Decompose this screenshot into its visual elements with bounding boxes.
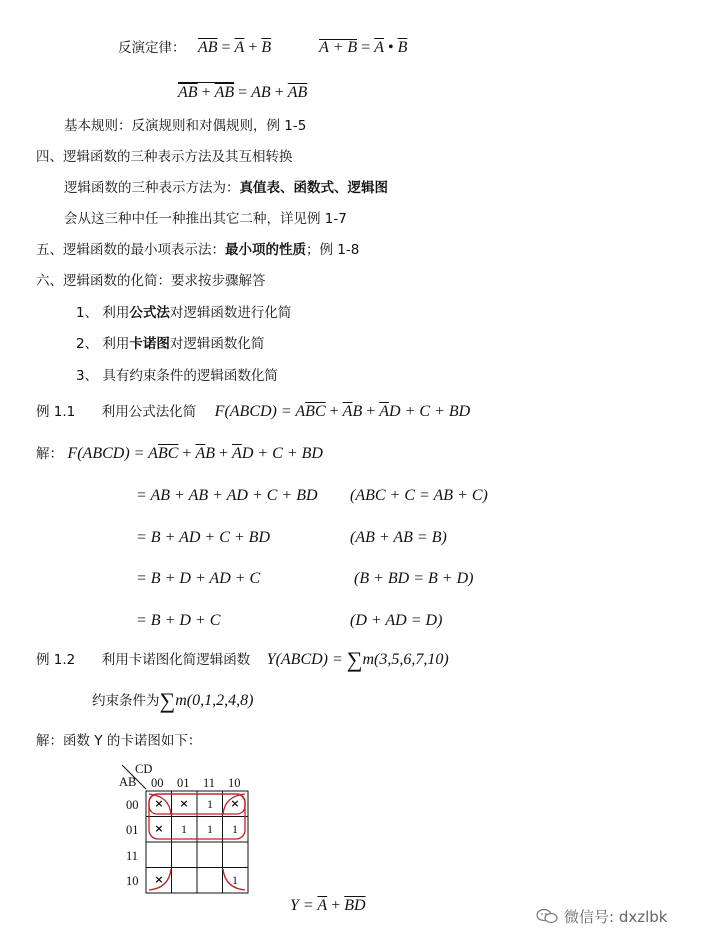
law-eq3: $\overline{AB} + \overline{AB}$ = AB + $\overline{AB}$ [178, 84, 308, 101]
section-4-title: 四、逻辑函数的三种表示方法及其互相转换 [36, 149, 293, 165]
kmap-cell: × [154, 797, 164, 810]
solution-1-note3: (B + BD = B + D) [354, 570, 474, 587]
section-6-item3: 3、 具有约束条件的逻辑函数化简 [76, 368, 278, 384]
law-eq1: $\overline{AB} = \overline{A} + \overline{B}$ [197, 39, 272, 56]
kmap-cell: × [230, 797, 240, 810]
kmap-cell: 1 [181, 822, 187, 836]
law-label: 反演定律： [118, 40, 186, 56]
kmap-cell: 1 [207, 822, 213, 836]
kmap-row-00: 00 [126, 798, 139, 812]
basic-rules: 基本规则：反演规则和对偶规则，例 1-5 [64, 118, 307, 134]
section-6-item1: 1、 利用公式法对逻辑函数进行化简 [76, 305, 292, 321]
solution-1-note2: (AB + AB = B) [350, 529, 447, 546]
solution-1-step2: = B + AD + C + BD [136, 529, 270, 546]
law-line [118, 38, 407, 58]
solution-1-note4: (D + AD = D) [350, 612, 443, 629]
constraint-line: 约束条件为∑m(0,1,2,4,8) [92, 688, 254, 713]
watermark-text: 微信号: dxzlbk [564, 908, 668, 926]
result-equation: $Y = \overline{A} + \overline{BD}$ [290, 897, 366, 914]
section-6-title: 六、逻辑函数的化简：要求按步骤解答 [36, 273, 266, 289]
solution-1-step3: = B + D + AD + C [136, 570, 261, 587]
kmap-row-10: 10 [126, 874, 139, 888]
kmap-cell: 1 [232, 873, 238, 887]
karnaugh-map [113, 763, 263, 898]
section-5: 五、逻辑函数的最小项表示法：最小项的性质；例 1-8 [36, 242, 360, 258]
kmap-cell: 1 [232, 822, 238, 836]
wechat-icon [536, 908, 558, 924]
kmap-row-11: 11 [126, 849, 139, 863]
kmap-cell: × [154, 873, 164, 886]
kmap-ab-label: AB [119, 775, 137, 789]
solution-1-note1: (ABC + C = AB + C) [350, 487, 488, 504]
solution-1-step4: = B + D + C [136, 612, 221, 629]
watermark [536, 906, 667, 927]
kmap-col-11: 11 [203, 776, 216, 790]
kmap-row-01: 01 [126, 823, 139, 837]
kmap-col-10: 10 [228, 776, 241, 790]
solution-1-step1: = AB + AB + AD + C + BD [136, 487, 318, 504]
section-4-line1: 逻辑函数的三种表示方法为：真值表、函数式、逻辑图 [64, 180, 388, 196]
section-6-item2: 2、 利用卡诺图对逻辑函数化简 [76, 336, 265, 352]
kmap-col-00: 00 [151, 776, 164, 790]
solution-1-header: 解： F(ABCD) = $A\overline{BC} + \overline{A}B + \overline{A}D + C$ + BD [36, 445, 323, 462]
example-1-1: 例 1.1 利用公式法化简 F(ABCD) = $A\overline{BC} + \overline{A}B + \overline{A}D + C$ + BD [36, 403, 471, 420]
kmap-col-01: 01 [177, 776, 190, 790]
solution-2-header: 解：函数 Y 的卡诺图如下： [36, 733, 202, 749]
section-4-line2: 会从这三种中任一种推出其它二种，详见例 1-7 [64, 211, 347, 227]
kmap-cell: × [154, 822, 164, 835]
example-1-2: 例 1.2 利用卡诺图化简逻辑函数 Y(ABCD) = ∑m(3,5,6,7,10) [36, 647, 449, 672]
kmap-cd-label: CD [135, 762, 153, 776]
kmap-cell: 1 [207, 797, 213, 811]
kmap-cell: × [179, 797, 189, 810]
law-eq2: $A + B = \overline{A}$ • $\overline{B}$ [319, 39, 408, 56]
